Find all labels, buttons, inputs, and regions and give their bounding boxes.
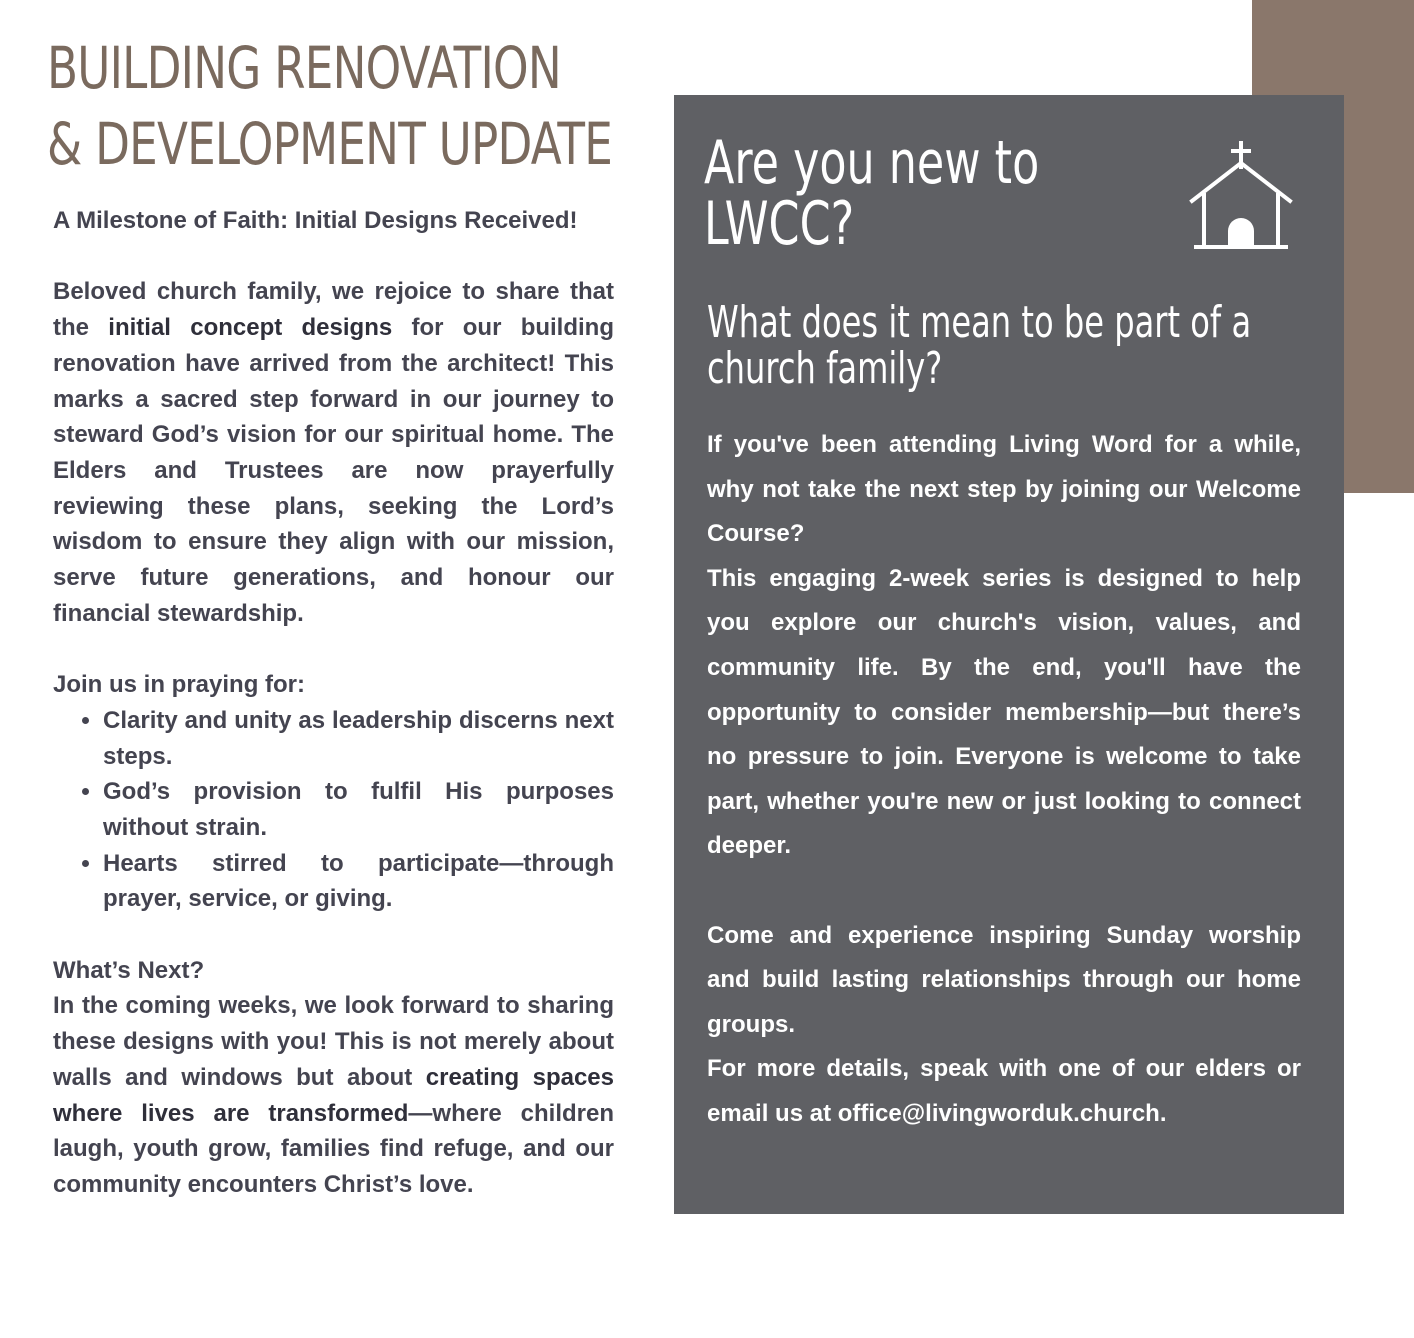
intro-text-2: for our building renovation have arrived from the architect! This marks a sacred step forward in our journey to steward God’s vision for our spiritual home. The Elders and Trustees are now prayerfully reviewing these plans, seeking the Lord’s wisdom to ensure they align with our mission, serve future generations, and honour our financial stewardship. — [53, 314, 615, 627]
church-icon — [1186, 139, 1296, 253]
panel-paragraph-2: This engaging 2-week series is designed to help you explore our church's vision, values, and community life. By the end, you'll have the opportunity to consider membership—but there’s no pressure to join. Everyone is welcome to take part, whether you're new or just looking to connect deeper. — [707, 564, 1301, 860]
panel-body — [707, 423, 1301, 1137]
prayer-item: • God’s provision to fulfil His purposes without strain. — [103, 774, 614, 845]
next-text-2: —where children laugh, youth grow, families find refuge, and our community encounters Christ’s love. — [53, 1099, 614, 1198]
contact-text-end: . — [1159, 1099, 1167, 1127]
panel-subtitle — [707, 297, 1291, 394]
headline-line-2: & DEVELOPMENT UPDATE — [47, 110, 613, 178]
intro-text-emphasis: initial concept designs — [108, 314, 393, 342]
page-headline — [47, 30, 613, 182]
panel-paragraph-4 — [707, 1047, 1301, 1136]
next-text-1: In the coming weeks, we look forward to sharing these designs with you! This is not merely about walls and windows but about — [53, 992, 614, 1091]
panel-subtitle-text: What does it mean to be part of a church family? — [707, 297, 1252, 394]
headline-line-1: BUILDING RENOVATION — [47, 34, 561, 102]
prayer-list — [53, 703, 614, 917]
next-paragraph — [53, 988, 614, 1202]
prayer-item: • Hearts stirred to participate—through prayer, service, or giving. — [103, 846, 614, 917]
contact-text: For more details, speak with one of our elders or email us at — [707, 1055, 1301, 1127]
welcome-panel — [674, 95, 1344, 1214]
panel-paragraph-1: If you've been attending Living Word for a while, why not take the next step by joining our Welcome Course? — [707, 431, 1301, 548]
next-heading: What’s Next? — [53, 956, 205, 984]
prayer-item: • Clarity and unity as leadership discerns next steps. — [103, 703, 614, 774]
panel-title: Are you new to LWCC? — [704, 128, 1040, 259]
intro-text-1: Beloved church family, we rejoice to share that the — [53, 278, 614, 342]
next-text-emphasis: creating spaces where lives are transformed — [53, 1063, 614, 1127]
contact-email[interactable]: office@livingworduk.church — [837, 1099, 1160, 1127]
milestone-heading: A Milestone of Faith: Initial Designs Received! — [53, 207, 578, 234]
intro-paragraph — [53, 274, 614, 631]
prayer-heading: Join us in praying for: — [53, 671, 306, 699]
renovation-article — [53, 203, 614, 1203]
panel-paragraph-3: Come and experience inspiring Sunday worship and build lasting relationships through our home groups. — [707, 921, 1301, 1038]
